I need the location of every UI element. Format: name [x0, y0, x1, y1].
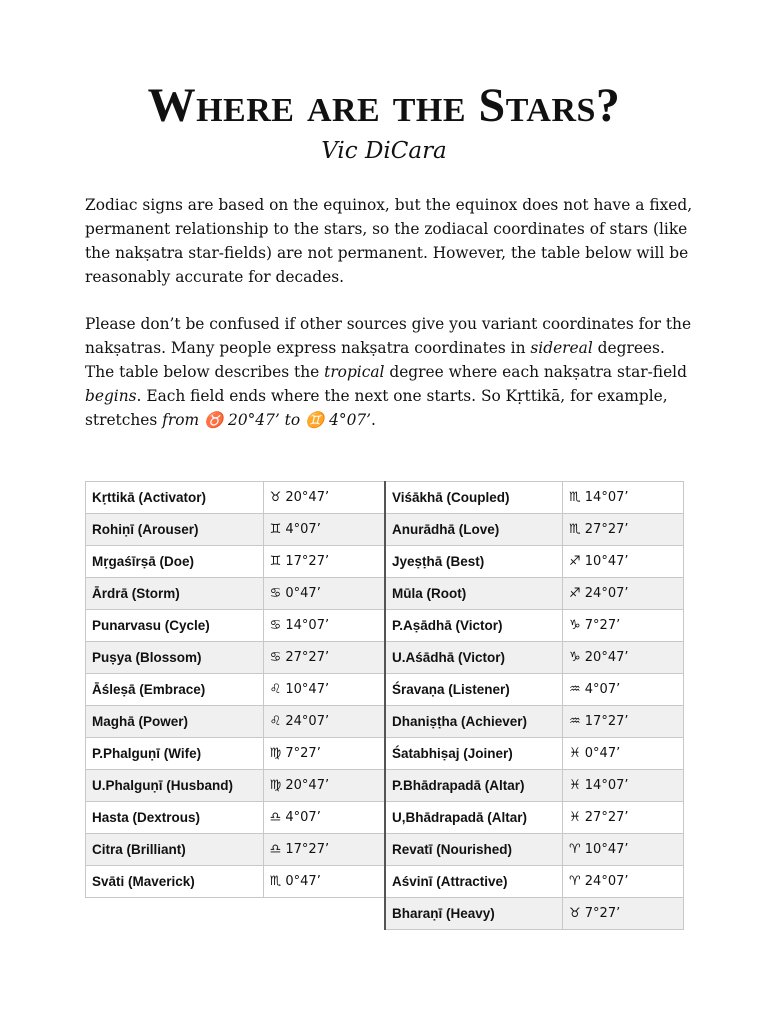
table-row	[385, 578, 684, 610]
nakshatra-table-left	[85, 481, 385, 898]
table-row	[86, 546, 385, 578]
tropical-position: ♒ 4°07’	[563, 674, 684, 706]
tropical-position: ♌ 24°07’	[263, 706, 384, 738]
table-row	[86, 706, 385, 738]
tropical-position: ♏ 14°07’	[563, 482, 684, 514]
nakshatra-name: Rohiṇī (Arouser)	[86, 514, 264, 546]
nakshatra-name: Revatī (Nourished)	[385, 834, 563, 866]
emphasis-tropical: tropical	[324, 363, 385, 381]
tropical-position: ♉ 20°47’	[263, 482, 384, 514]
table-row	[385, 674, 684, 706]
tropical-position: ♑ 20°47’	[563, 642, 684, 674]
nakshatra-name: U,Bhādrapadā (Altar)	[385, 802, 563, 834]
tropical-position: ♋ 27°27’	[263, 642, 384, 674]
tropical-position: ♓ 27°27’	[563, 802, 684, 834]
nakshatra-name: Jyeṣṭhā (Best)	[385, 546, 563, 578]
tropical-position: ♉ 7°27’	[563, 898, 684, 930]
table-row	[385, 642, 684, 674]
nakshatra-name: Śravaṇa (Listener)	[385, 674, 563, 706]
table-row	[86, 770, 385, 802]
emphasis-range: from ♉ 20°47’ to ♊ 4°07’	[162, 411, 372, 429]
nakshatra-name: Svāti (Maverick)	[86, 866, 264, 898]
page-title: Where are the Stars?	[147, 79, 621, 132]
nakshatra-name: Ārdrā (Storm)	[86, 578, 264, 610]
emphasis-sidereal: sidereal	[530, 339, 593, 357]
tropical-position: ♋ 14°07’	[263, 610, 384, 642]
table-row	[86, 738, 385, 770]
paragraph-text: Please don’t be confused if other sources give you variant coordinates for the nakṣatras. Many people express nakṣatra coordinates in	[85, 315, 692, 357]
explanation-paragraph	[85, 312, 695, 432]
table-row	[86, 610, 385, 642]
nakshatra-name: Kṛttikā (Activator)	[86, 482, 264, 514]
tropical-position: ♊ 17°27’	[263, 546, 384, 578]
table-row	[385, 770, 684, 802]
table-row	[385, 866, 684, 898]
nakshatra-name: Bharaṇī (Heavy)	[385, 898, 563, 930]
tropical-position: ♈ 24°07’	[563, 866, 684, 898]
table-row	[86, 578, 385, 610]
nakshatra-table-right	[384, 481, 684, 930]
table-row	[385, 834, 684, 866]
intro-paragraph: Zodiac signs are based on the equinox, but the equinox does not have a fixed, permanent relationship to the stars, so the zodiacal coordinates of stars (like the nakṣatra star-fields) are not permanent. However, the table below will be reasonably accurate for decades.	[85, 196, 693, 286]
nakshatra-name: Śatabhiṣaj (Joiner)	[385, 738, 563, 770]
tropical-position: ♑ 7°27’	[563, 610, 684, 642]
table-row	[86, 674, 385, 706]
tropical-position: ♍ 20°47’	[263, 770, 384, 802]
tropical-position: ♍ 7°27’	[263, 738, 384, 770]
paragraph-text: degrees. The table below describes the	[85, 339, 665, 381]
tropical-position: ♏ 0°47’	[263, 866, 384, 898]
nakshatra-name: Citra (Brilliant)	[86, 834, 264, 866]
nakshatra-name: U.Aśādhā (Victor)	[385, 642, 563, 674]
table-row	[86, 642, 385, 674]
tropical-position: ♌ 10°47’	[263, 674, 384, 706]
table-row	[86, 866, 385, 898]
nakshatra-name: Dhaniṣṭha (Achiever)	[385, 706, 563, 738]
nakshatra-name: Maghā (Power)	[86, 706, 264, 738]
table-row	[385, 738, 684, 770]
tropical-position: ♊ 4°07’	[263, 514, 384, 546]
paragraph-text: degree where each nakṣatra star-field	[384, 363, 687, 381]
nakshatra-name: P.Phalguṇī (Wife)	[86, 738, 264, 770]
nakshatra-name: U.Phalguṇī (Husband)	[86, 770, 264, 802]
nakshatra-name: Āśleṣā (Embrace)	[86, 674, 264, 706]
paragraph-text: .	[371, 411, 376, 429]
nakshatra-name: P.Aṣādhā (Victor)	[385, 610, 563, 642]
tropical-position: ♓ 0°47’	[563, 738, 684, 770]
nakshatra-name: Aśvinī (Attractive)	[385, 866, 563, 898]
table-row	[385, 514, 684, 546]
table-row	[385, 482, 684, 514]
paragraph-text: . Each field ends where the next one starts. So Kṛttikā, for example, stretches	[85, 387, 668, 429]
nakshatra-name: Hasta (Dextrous)	[86, 802, 264, 834]
author-name: Vic DiCara	[321, 138, 447, 164]
nakshatra-name: Mṛgaśīrṣā (Doe)	[86, 546, 264, 578]
nakshatra-name: Punarvasu (Cycle)	[86, 610, 264, 642]
nakshatra-name: P.Bhādrapadā (Altar)	[385, 770, 563, 802]
table-row	[385, 802, 684, 834]
tropical-position: ♒ 17°27’	[563, 706, 684, 738]
table-row	[385, 610, 684, 642]
table-row	[385, 706, 684, 738]
nakshatra-name: Anurādhā (Love)	[385, 514, 563, 546]
tropical-position: ♋ 0°47’	[263, 578, 384, 610]
tropical-position: ♐ 24°07’	[563, 578, 684, 610]
table-row	[86, 514, 385, 546]
table-row	[385, 898, 684, 930]
nakshatra-name: Mūla (Root)	[385, 578, 563, 610]
table-row	[86, 834, 385, 866]
tropical-position: ♓ 14°07’	[563, 770, 684, 802]
nakshatra-name: Puṣya (Blossom)	[86, 642, 264, 674]
tropical-position: ♏ 27°27’	[563, 514, 684, 546]
emphasis-begins: begins	[85, 387, 137, 405]
table-row	[86, 802, 385, 834]
tropical-position: ♈ 10°47’	[563, 834, 684, 866]
tropical-position: ♎ 17°27’	[263, 834, 384, 866]
tropical-position: ♐ 10°47’	[563, 546, 684, 578]
table-row	[385, 546, 684, 578]
tropical-position: ♎ 4°07’	[263, 802, 384, 834]
nakshatra-name: Viśākhā (Coupled)	[385, 482, 563, 514]
table-row	[86, 482, 385, 514]
